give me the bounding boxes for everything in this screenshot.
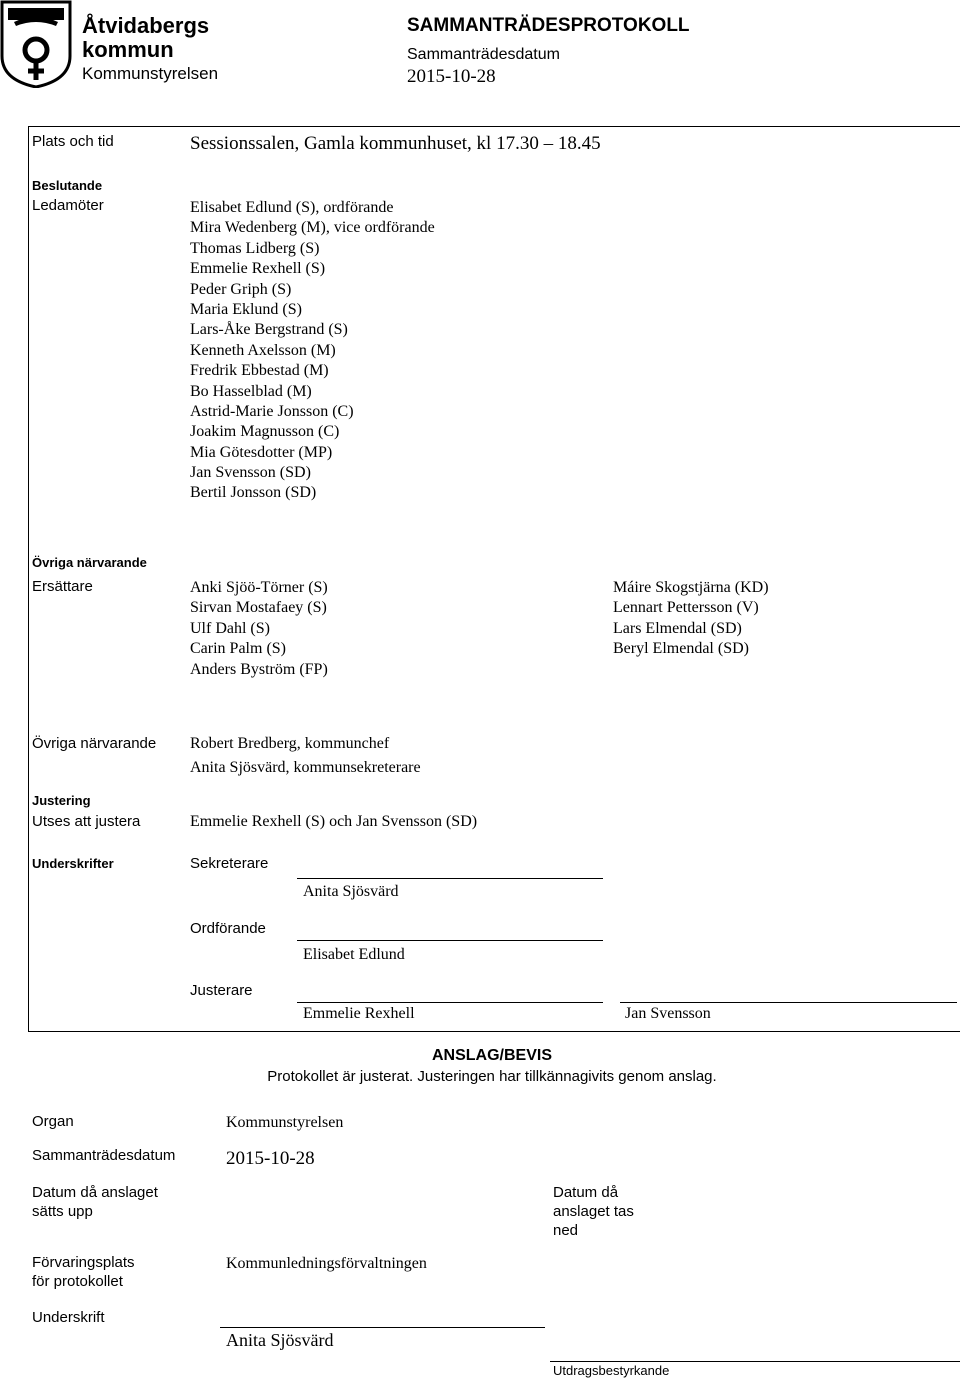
list-item: Maria Eklund (S) (190, 300, 302, 318)
org-unit: Kommunstyrelsen (82, 64, 219, 83)
list-item: Bertil Jonsson (SD) (190, 484, 317, 502)
list-item: Joakim Magnusson (C) (190, 423, 340, 441)
list-item: Anki Sjöö-Törner (S) (190, 579, 328, 596)
posted-date-label-2: sätts upp (32, 1203, 93, 1220)
list-item: Ulf Dahl (S) (190, 619, 270, 637)
removed-date-label-3: ned (553, 1222, 579, 1239)
storage-label-2: för protokollet (32, 1273, 123, 1290)
document-title: SAMMANTRÄDESPROTOKOLL (407, 15, 690, 36)
chair-signature-line (297, 940, 603, 941)
secretary-signature-line (297, 878, 603, 879)
notice-text: Protokollet är justerat. Justeringen har tillkännagivits genom anslag. (267, 1068, 717, 1085)
signature-label: Underskrift (32, 1309, 105, 1326)
members-list (190, 198, 435, 504)
list-item: Máire Skogstjärna (KD) (613, 579, 769, 596)
list-item: Elisabet Edlund (S), ordförande (190, 199, 394, 216)
list-item: Lars-Åke Bergstrand (S) (190, 321, 348, 339)
list-item: Mira Wedenberg (M), vice ordförande (190, 219, 435, 237)
list-item: Mia Götesdotter (MP) (190, 443, 333, 461)
others-present-heading: Övriga närvarande (32, 555, 147, 570)
list-item: Fredrik Ebbestad (M) (190, 362, 329, 380)
adjustment-heading: Justering (32, 793, 91, 808)
others-item-1: Robert Bredberg, kommunchef (190, 735, 390, 752)
left-rule (28, 126, 29, 1031)
members-label: Ledamöter (32, 197, 104, 214)
place-value: Sessionssalen, Gamla kommunhuset, kl 17.30 – 18.45 (190, 133, 601, 154)
adjustment-value: Emmelie Rexhell (S) och Jan Svensson (SD) (190, 813, 478, 830)
list-item: Astrid-Marie Jonsson (C) (190, 402, 354, 420)
adjustment-label: Utses att justera (32, 813, 141, 830)
list-item: Peder Griph (S) (190, 280, 292, 298)
decision-makers-heading: Beslutande (32, 178, 103, 193)
adjuster-label: Justerare (190, 982, 253, 999)
signatures-heading: Underskrifter (32, 856, 114, 871)
adjuster-signature-line-2 (620, 1002, 957, 1003)
footer-rule (550, 1361, 960, 1362)
organ-value: Kommunstyrelsen (226, 1114, 344, 1131)
secretary-name: Anita Sjösvärd (303, 883, 399, 900)
posted-date-label-1: Datum då anslaget (32, 1184, 158, 1201)
notice-signature-line (220, 1327, 545, 1328)
list-item: Lennart Pettersson (V) (613, 599, 759, 617)
storage-label-1: Förvaringsplats (32, 1254, 135, 1271)
substitutes-label: Ersättare (32, 578, 93, 595)
storage-value: Kommunledningsförvaltningen (226, 1255, 427, 1272)
others-label: Övriga närvarande (32, 735, 157, 752)
municipality-logo (0, 0, 72, 88)
adjuster-name-2: Jan Svensson (625, 1005, 711, 1022)
list-item: Carin Palm (S) (190, 640, 286, 658)
notice-date-label: Sammanträdesdatum (32, 1147, 176, 1164)
place-label: Plats och tid (32, 133, 114, 150)
notice-signature-name: Anita Sjösvärd (226, 1330, 334, 1350)
list-item: Anders Byström (FP) (190, 660, 328, 678)
list-item: Kenneth Axelsson (M) (190, 341, 336, 359)
org-name-line1: Åtvidabergs (82, 13, 210, 38)
organ-label: Organ (32, 1113, 74, 1130)
org-name-line2: kommun (82, 37, 174, 62)
list-item: Jan Svensson (SD) (190, 464, 311, 482)
others-item-2: Anita Sjösvärd, kommunsekreterare (190, 759, 421, 776)
adjuster-signature-line-1 (297, 1002, 603, 1003)
chair-name: Elisabet Edlund (303, 946, 405, 963)
secretary-label: Sekreterare (190, 855, 269, 872)
top-rule (28, 126, 960, 127)
adjuster-name-1: Emmelie Rexhell (303, 1005, 415, 1022)
list-item: Emmelie Rexhell (S) (190, 260, 326, 278)
meeting-date-value: 2015-10-28 (407, 66, 496, 87)
section-divider (28, 1031, 960, 1032)
chair-label: Ordförande (190, 920, 266, 937)
footer-label: Utdragsbestyrkande (553, 1363, 670, 1378)
substitutes-list-col1 (190, 578, 328, 680)
removed-date-label-1: Datum då (553, 1184, 619, 1201)
notice-title: ANSLAG/BEVIS (431, 1047, 552, 1064)
substitutes-list-col2 (613, 578, 769, 660)
list-item: Thomas Lidberg (S) (190, 239, 320, 257)
removed-date-label-2: anslaget tas (553, 1203, 634, 1220)
meeting-date-label: Sammanträdesdatum (407, 46, 560, 63)
notice-date-value: 2015-10-28 (226, 1148, 315, 1169)
list-item: Sirvan Mostafaey (S) (190, 599, 327, 617)
list-item: Lars Elmendal (SD) (613, 619, 742, 637)
list-item: Beryl Elmendal (SD) (613, 640, 749, 658)
coat-of-arms-icon (0, 0, 72, 88)
list-item: Bo Hasselblad (M) (190, 382, 312, 400)
